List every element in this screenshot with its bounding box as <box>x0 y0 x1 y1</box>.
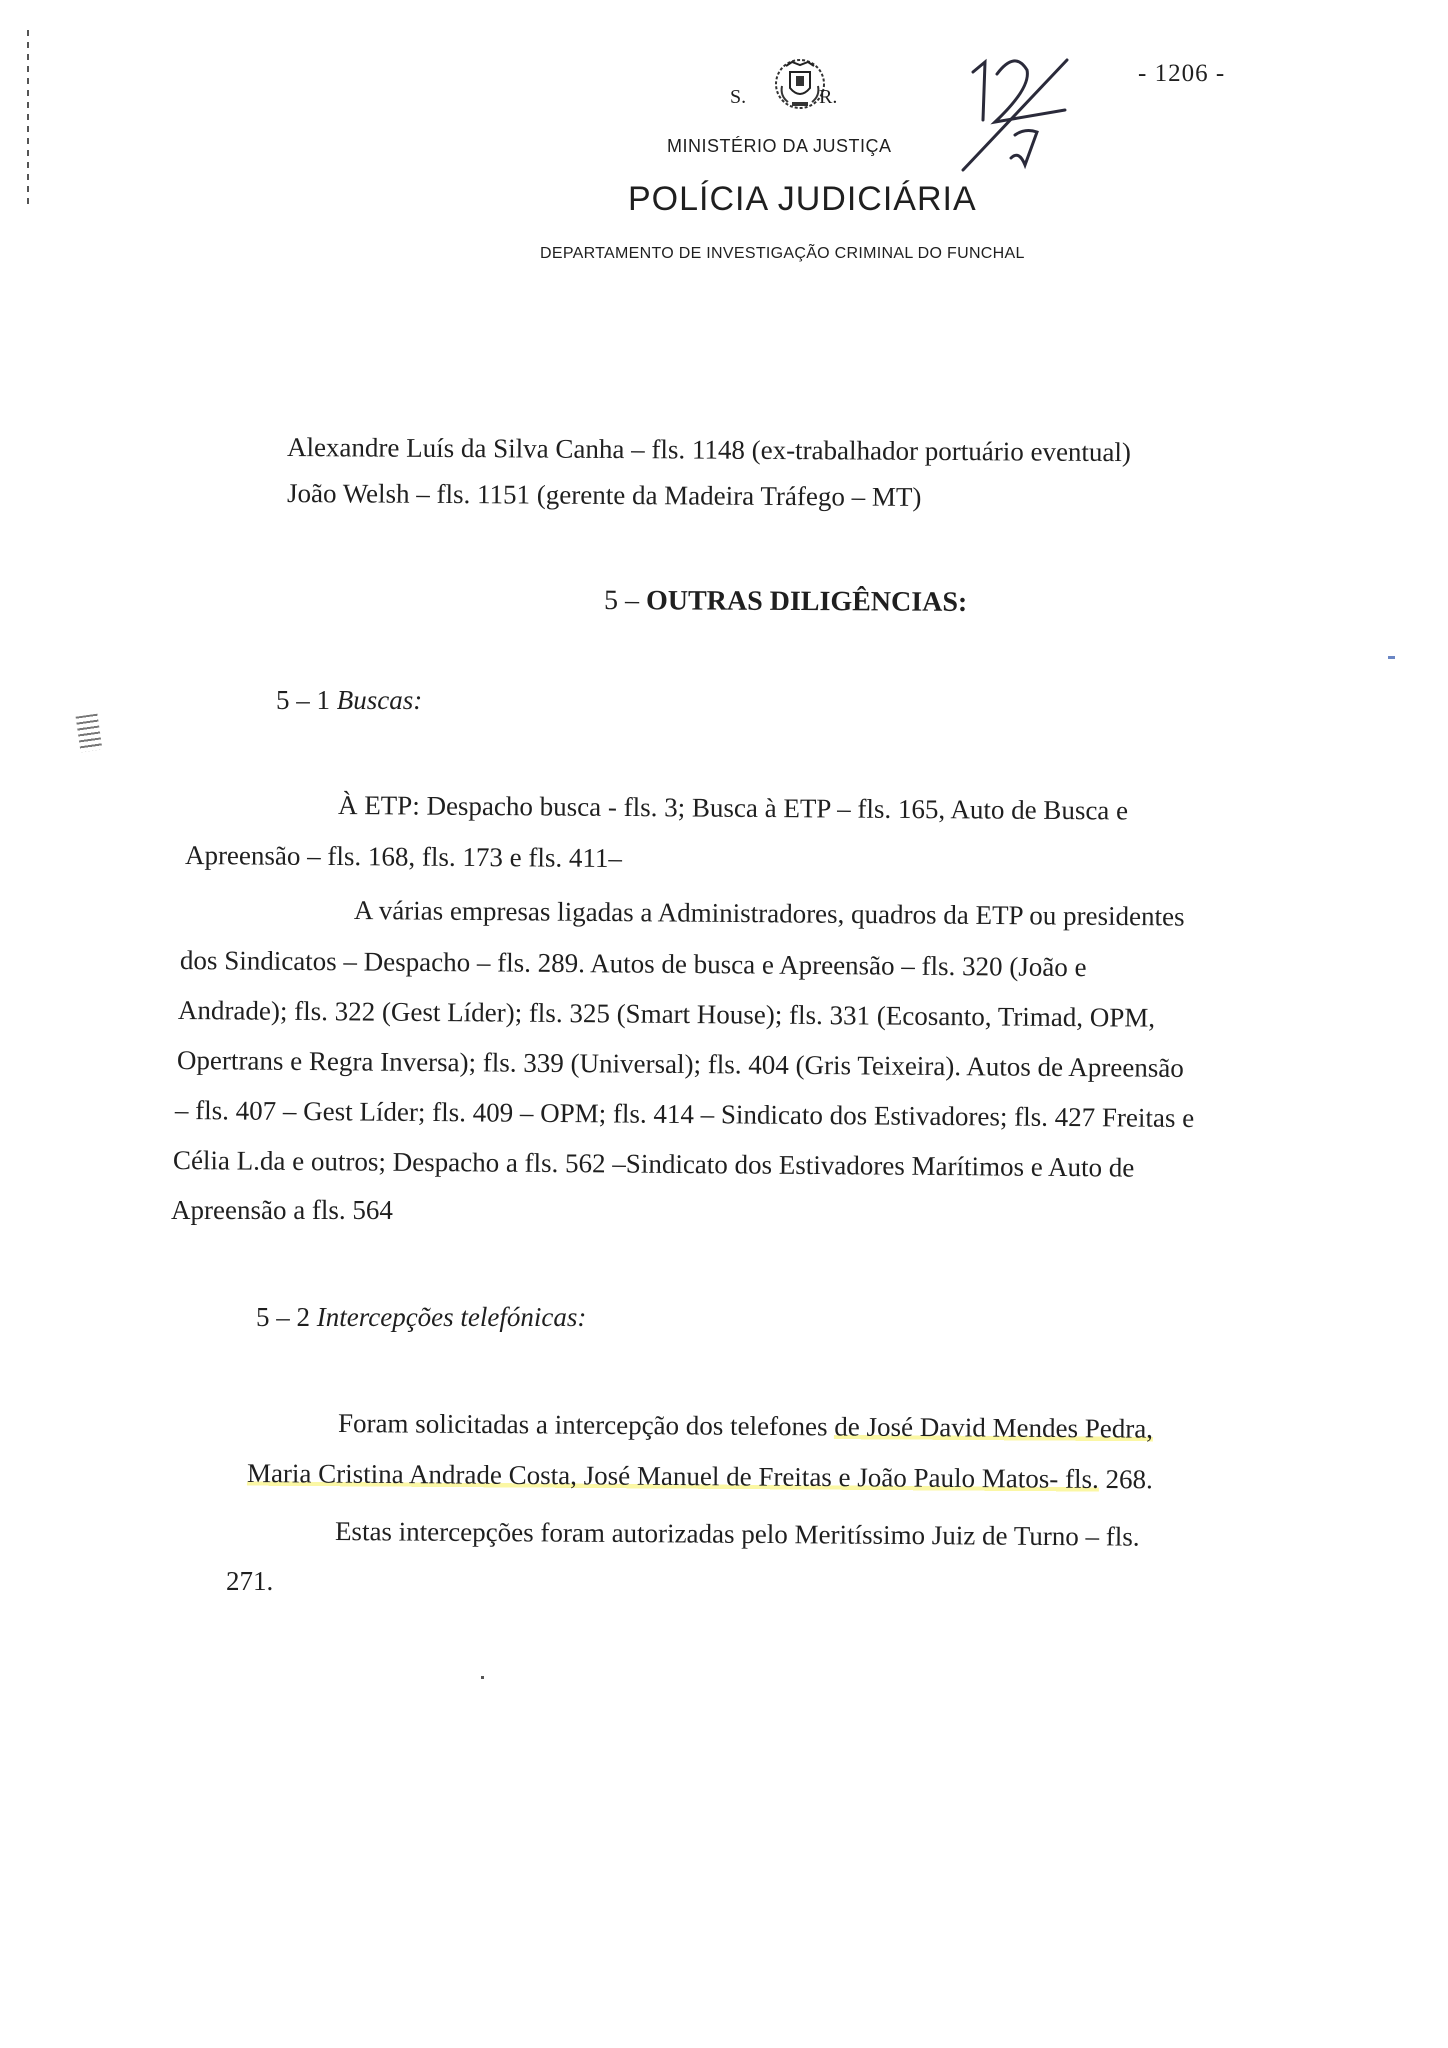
subsection-number: 5 – 2 <box>256 1302 310 1332</box>
paragraph-line: – fls. 407 – Gest Líder; fls. 409 – OPM; fls. 414 – Sindicato dos Estivadores; fls. 427 Freitas e <box>174 1095 1195 1134</box>
paragraph-line <box>338 1408 1153 1445</box>
paragraph-line <box>247 1458 1153 1495</box>
paragraph-text: 268. <box>1098 1463 1153 1495</box>
subsection-heading-5-1 <box>276 685 422 716</box>
subsection-heading-5-2 <box>256 1302 586 1333</box>
highlighted-text: Maria Cristina Andrade Costa, José Manuel de Freitas e João Paulo Matos- fls. <box>246 1458 1099 1494</box>
scan-margin-mark <box>27 30 29 210</box>
highlighted-text: de José David Mendes Pedra, <box>834 1411 1154 1444</box>
subsection-title: Buscas: <box>336 685 423 715</box>
police-name: POLÍCIA JUDICIÁRIA <box>628 180 977 218</box>
section-title: OUTRAS DILIGÊNCIAS: <box>645 585 968 618</box>
paragraph-line: A várias empresas ligadas a Administradores, quadros da ETP ou presidentes <box>353 895 1185 932</box>
paragraph-line: Apreensão a fls. 564 <box>171 1195 393 1225</box>
section-number: 5 – <box>603 585 640 617</box>
crest-left-letter: S. <box>730 86 747 108</box>
scan-dot <box>481 1676 484 1679</box>
witness-line: Alexandre Luís da Silva Canha – fls. 1148 (ex-trabalhador portuário eventual) <box>286 432 1132 468</box>
paragraph-text: Foram solicitadas a intercepção dos telefones <box>337 1408 835 1442</box>
paragraph-line: Opertrans e Regra Inversa); fls. 339 (Universal); fls. 404 (Gris Teixeira). Autos de Apreensão <box>176 1045 1184 1083</box>
paragraph-line: dos Sindicatos – Despacho – fls. 289. Autos de busca e Apreensão – fls. 320 (João e <box>179 945 1087 983</box>
section-heading <box>604 585 967 619</box>
subsection-number: 5 – 1 <box>276 685 330 715</box>
scan-dot <box>1388 656 1395 659</box>
paragraph-line: Andrade); fls. 322 (Gest Líder); fls. 325 (Smart House); fls. 331 (Ecosanto, Trimad, OPM, <box>177 995 1156 1033</box>
paragraph-line: 271. <box>226 1566 274 1596</box>
paragraph-line: Apreensão – fls. 168, fls. 173 e fls. 411– <box>184 840 623 874</box>
subsection-title: Intercepções telefónicas: <box>316 1302 587 1332</box>
department-name: DEPARTAMENTO DE INVESTIGAÇÃO CRIMINAL DO FUNCHAL <box>540 245 1025 262</box>
paragraph-line: À ETP: Despacho busca - fls. 3; Busca à ETP – fls. 165, Auto de Busca e <box>337 790 1129 826</box>
ministry-name: MINISTÉRIO DA JUSTIÇA <box>667 136 892 156</box>
witness-line: João Welsh – fls. 1151 (gerente da Madeira Tráfego – MT) <box>286 478 922 512</box>
crest-right-letter: R. <box>819 86 838 108</box>
page-number: - 1206 - <box>1138 60 1226 87</box>
paragraph-line: Célia L.da e outros; Despacho a fls. 562 –Sindicato dos Estivadores Marítimos e Auto de <box>172 1145 1135 1183</box>
scan-stamp-mark <box>76 714 103 753</box>
handwritten-folio-mark <box>955 40 1075 175</box>
paragraph-line: Estas intercepções foram autorizadas pelo Meritíssimo Juiz de Turno – fls. <box>334 1516 1140 1552</box>
